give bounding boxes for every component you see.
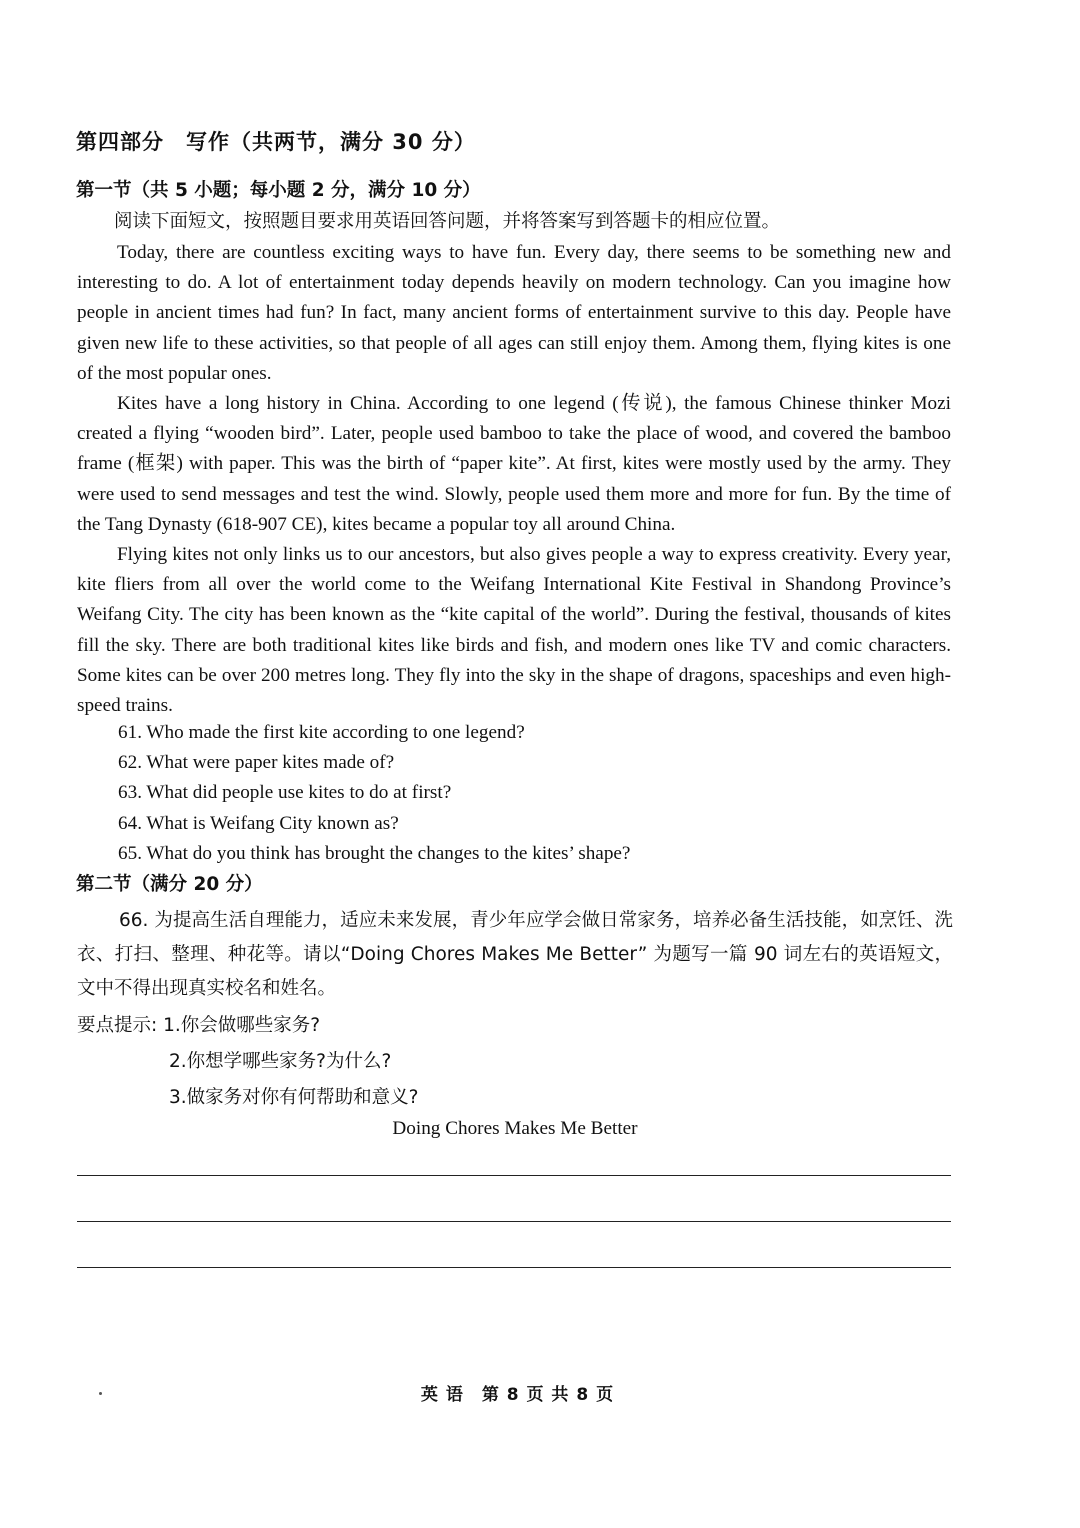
writing-task-text: 66. 为提高生活自理能力，适应未来发展，青少年应学会做日常家务，培养必备生活技能，如烹饪、洗衣、打扫、整理、种花等。请以“Doing Chores Makes Me Better” 为题写一篇 90 词左右的英语短文，文中不得出现真实校名和姓名。	[77, 910, 953, 999]
page-footer: 英 语 第 8 页 共 8 页	[420, 1385, 615, 1405]
tip-1: 1.你会做哪些家务?	[163, 1015, 321, 1036]
passage-paragraph-3: Flying kites not only links us to our ancestors, but also gives people a way to express creativity. Every year, kite fliers from all over the world come to the Weifang International Kite Festival in Shandong Province’s Weifang City. The city has been known as the “kite capital of the world”. During the festival, thousands of kites fill the sky. There are both traditional kites like birds and fish, and modern ones like TV and comic characters. Some kites can be over 200 metres long. They fly into the sky in the shape of dragons, spaceships and even high-speed trains.	[77, 544, 951, 717]
question-list	[118, 718, 630, 869]
writing-task	[77, 904, 953, 1006]
passage-paragraph-2: Kites have a long history in China. According to one legend (传说), the famous Chinese thinker Mozi created a flying “wooden bird”. Later, people used bamboo to take the place of wood, and covered the bamboo frame (框架) with paper. This was the birth of “paper kite”. At first, kites were mostly used by the army. They were used to send messages and test the wind. Slowly, people used them more and more for fun. By the time of the Tang Dynasty (618-907 CE), kites became a popular toy all around China.	[77, 393, 951, 535]
tip-3: 3.做家务对你有何帮助和意义?	[169, 1087, 419, 1108]
answer-line-1[interactable]	[77, 1175, 951, 1176]
passage-paragraph-1: Today, there are countless exciting ways to have fun. Every day, there seems to be something new and interesting to do. A lot of entertainment today depends heavily on modern technology. Can you imagine how people in ancient times had fun? In fact, many ancient forms of entertainment survive to this day. People have given new life to these activities, so that people of all ages can still enjoy them. Among them, flying kites is one of the most popular ones.	[77, 242, 951, 384]
tips-label: 要点提示:	[77, 1015, 158, 1036]
essay-title: Doing Chores Makes Me Better	[392, 1118, 638, 1139]
question-61: 61. Who made the first kite according to one legend?	[118, 722, 525, 743]
question-63: 63. What did people use kites to do at first?	[118, 782, 452, 804]
tip-line-1	[77, 1008, 418, 1044]
question-65: 65. What do you think has brought the changes to the kites’ shape?	[118, 842, 631, 864]
question-62: 62. What were paper kites made of?	[118, 752, 395, 774]
section1-title: 第一节（共 5 小题；每小题 2 分，满分 10 分）	[76, 180, 481, 201]
reading-passage	[77, 238, 951, 721]
answer-line-2[interactable]	[77, 1221, 951, 1222]
answer-line-3[interactable]	[77, 1267, 951, 1268]
tip-2: 2.你想学哪些家务?为什么?	[169, 1051, 392, 1072]
part-title: 第四部分 写作（共两节，满分 30 分）	[76, 130, 476, 154]
writing-tips	[77, 1008, 418, 1116]
section2-title: 第二节（满分 20 分）	[76, 874, 263, 895]
section1-instruction: 阅读下面短文，按照题目要求用英语回答问题，并将答案写到答题卡的相应位置。	[114, 211, 781, 232]
question-64: 64. What is Weifang City known as?	[118, 812, 399, 834]
